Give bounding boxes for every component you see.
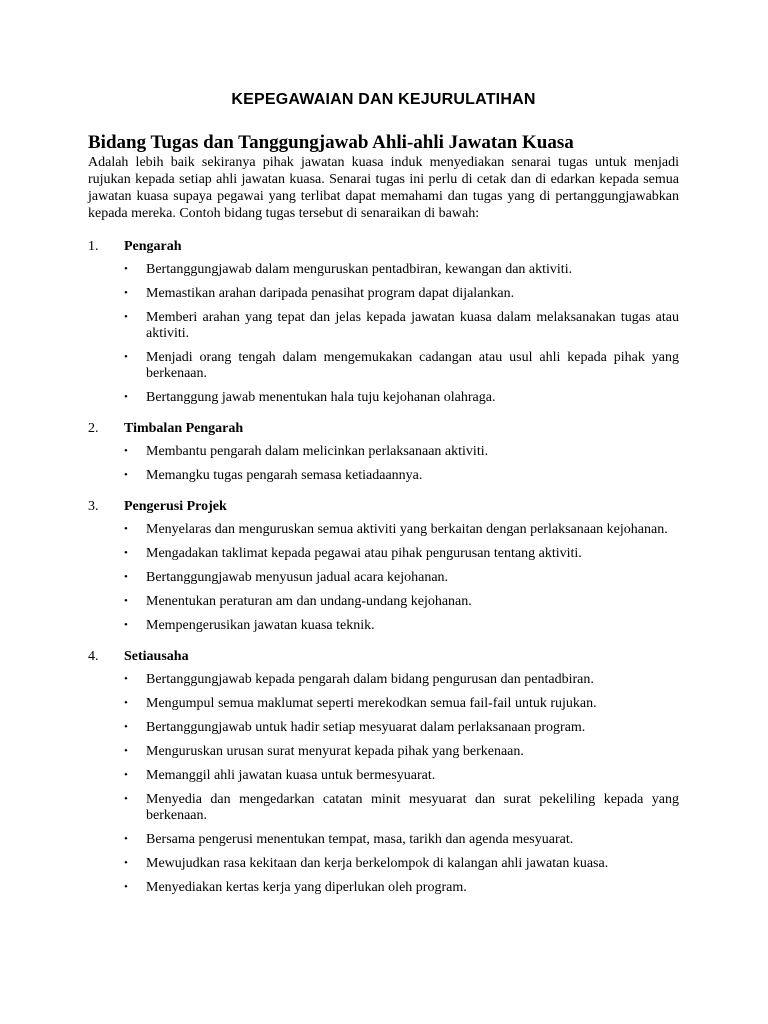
duty-text: Membantu pengarah dalam melicinkan perlaksanaan aktiviti. [146,444,489,459]
duty-text: Memastikan arahan daripada penasihat program dapat dijalankan. [146,286,515,301]
bullet-icon: • [124,881,128,893]
role-heading [88,238,679,255]
bullet-icon: • [124,857,128,869]
bullet-icon: • [124,523,128,535]
role-heading [88,420,679,437]
duty-text: Mengadakan taklimat kepada pegawai atau pihak pengurusan tentang aktiviti. [146,546,582,561]
role-number: 3. [88,499,99,514]
bullet-icon: • [124,833,128,845]
bullet-icon: • [124,571,128,583]
bullet-icon: • [124,311,128,323]
duty-text: Bertanggung jawab menentukan hala tuju kejohanan olahraga. [146,390,496,405]
section-heading: Bidang Tugas dan Tanggungjawab Ahli-ahli Jawatan Kuasa [88,132,574,153]
duty-text: Bersama pengerusi menentukan tempat, masa, tarikh dan agenda mesyuarat. [146,832,574,847]
duty-item [124,390,679,406]
bullet-icon: • [124,351,128,363]
duty-text: Menjadi orang tengah dalam mengemukakan cadangan atau usul ahli kepada pihak yang berkenaan. [146,350,679,381]
role-section [88,420,679,484]
duty-text: Menyelaras dan menguruskan semua aktiviti yang berkaitan dengan perlaksanaan kejohanan. [146,522,668,537]
role-heading [88,498,679,515]
duty-item [124,594,679,610]
role-section [88,498,679,634]
bullet-icon: • [124,619,128,631]
duty-item [124,880,679,896]
duty-item [124,546,679,562]
role-number: 1. [88,239,99,254]
duty-text: Mempengerusikan jawatan kuasa teknik. [146,618,375,633]
role-title: Timbalan Pengarah [124,421,244,436]
bullet-icon: • [124,697,128,709]
bullet-icon: • [124,721,128,733]
document-title: KEPEGAWAIAN DAN KEJURULATIHAN [231,91,536,108]
duty-item [124,570,679,586]
intro-paragraph: Adalah lebih baik sekiranya pihak jawatan kuasa induk menyediakan senarai tugas untuk menjadi rujukan kepada setiap ahli jawatan kuasa. Senarai tugas ini perlu di cetak dan di edarkan kepada semua jawatan kuasa supaya pegawai yang terlibat dapat memahami dan tugas yang di pertanggungjawabkan kepada mereka. Contoh bidang tugas tersebut di senaraikan di bawah: [88,155,679,221]
role-title: Pengarah [124,239,182,254]
duty-item [124,350,679,382]
duty-item [124,310,679,342]
bullet-icon: • [124,445,128,457]
duty-item [124,522,679,538]
duty-item [124,618,679,634]
document-page [88,88,679,910]
duty-item [124,468,679,484]
duty-text: Memanggil ahli jawatan kuasa untuk bermesyuarat. [146,768,436,783]
role-title: Setiausaha [124,649,189,664]
bullet-icon: • [124,673,128,685]
duty-item [124,744,679,760]
duty-item [124,792,679,824]
role-title: Pengerusi Projek [124,499,227,514]
duty-item [124,444,679,460]
duty-text: Bertanggungjawab dalam menguruskan pentadbiran, kewangan dan aktiviti. [146,262,573,277]
duty-item [124,720,679,736]
duty-text: Bertanggungjawab untuk hadir setiap mesyuarat dalam perlaksanaan program. [146,720,586,735]
bullet-icon: • [124,469,128,481]
bullet-icon: • [124,391,128,403]
duty-item [124,286,679,302]
duty-item [124,672,679,688]
role-section [88,648,679,896]
duty-item [124,696,679,712]
duty-text: Menguruskan urusan surat menyurat kepada pihak yang berkenaan. [146,744,524,759]
duty-text: Menyedia dan mengedarkan catatan minit mesyuarat dan surat pekeliling kepada yang berkenaan. [146,792,679,823]
bullet-icon: • [124,287,128,299]
role-heading [88,648,679,665]
role-number: 4. [88,649,99,664]
duty-list [88,522,679,634]
bullet-icon: • [124,769,128,781]
bullet-icon: • [124,793,128,805]
duty-item [124,768,679,784]
roles-list [88,238,679,896]
duty-text: Menyediakan kertas kerja yang diperlukan oleh program. [146,880,467,895]
duty-text: Memangku tugas pengarah semasa ketiadaannya. [146,468,423,483]
duty-text: Bertanggungjawab menyusun jadual acara kejohanan. [146,570,449,585]
duty-text: Menentukan peraturan am dan undang-undang kejohanan. [146,594,472,609]
role-number: 2. [88,421,99,436]
duty-text: Memberi arahan yang tepat dan jelas kepada jawatan kuasa dalam melaksanakan tugas atau aktiviti. [146,310,679,341]
bullet-icon: • [124,745,128,757]
duty-list [88,672,679,896]
duty-item [124,856,679,872]
duty-item [124,832,679,848]
bullet-icon: • [124,595,128,607]
duty-text: Mewujudkan rasa kekitaan dan kerja berkelompok di kalangan ahli jawatan kuasa. [146,856,609,871]
bullet-icon: • [124,547,128,559]
duty-list [88,262,679,406]
duty-text: Mengumpul semua maklumat seperti merekodkan semua fail-fail untuk rujukan. [146,696,597,711]
bullet-icon: • [124,263,128,275]
role-section [88,238,679,406]
duty-list [88,444,679,484]
duty-text: Bertanggungjawab kepada pengarah dalam bidang pengurusan dan pentadbiran. [146,672,594,687]
duty-item [124,262,679,278]
